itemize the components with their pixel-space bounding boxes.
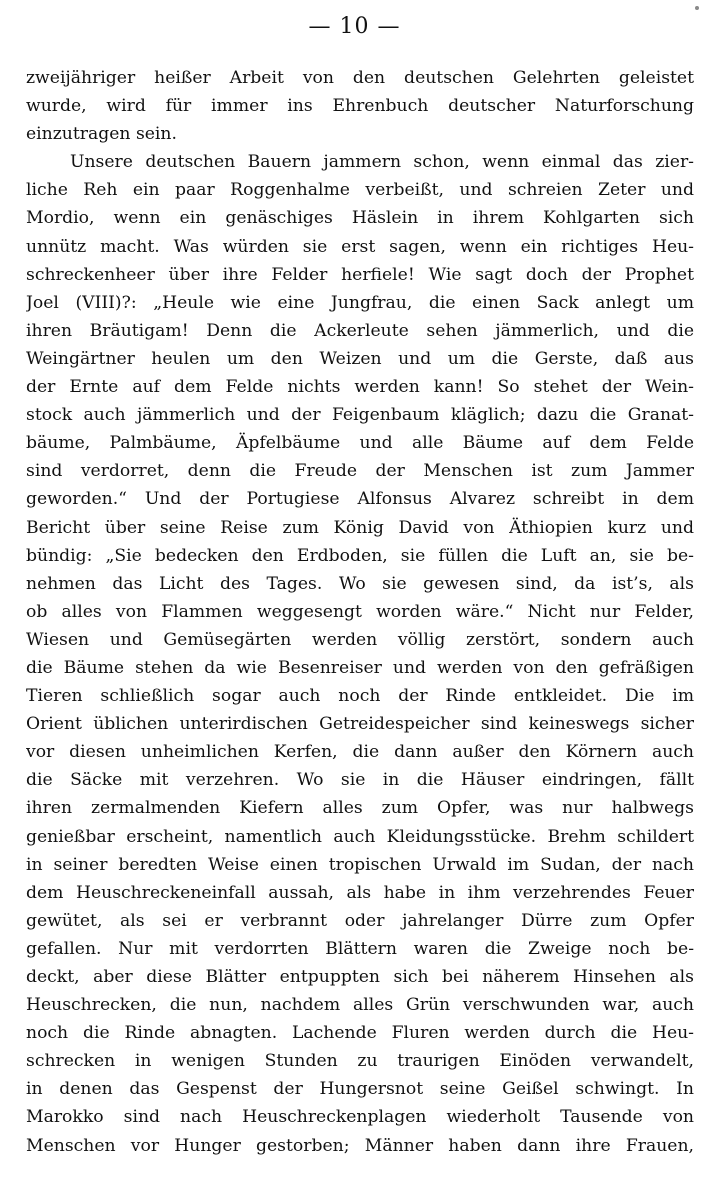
text-line: Heuschrecken, die nun, nachdem alles Grün verschwunden war, auch	[26, 995, 694, 1016]
text-line: Weingärtner heulen um den Weizen und um die Gerste, daß aus	[26, 348, 694, 369]
text-line: schrecken in wenigen Stunden zu traurigen Einöden verwandelt,	[26, 1051, 694, 1072]
text-line: nehmen das Licht des Tages. Wo sie gewesen sind, da ist’s, als	[26, 573, 694, 594]
text-line: genießbar erscheint, namentlich auch Kleidungsstücke. Brehm schildert	[26, 826, 694, 847]
text-line: unnütz macht. Was würden sie erst sagen, wenn ein richtiges Heu-	[26, 236, 694, 257]
text-line: gewütet, als sei er verbrannt oder jahrelanger Dürre zum Opfer	[26, 910, 694, 931]
text-line: in denen das Gespenst der Hungersnot seine Geißel schwingt. In	[26, 1079, 694, 1100]
text-line: ihren Bräutigam! Denn die Ackerleute sehen jämmerlich, und die	[26, 320, 694, 341]
text-line: Bericht über seine Reise zum König David von Äthiopien kurz und	[26, 517, 694, 538]
text-line: schreckenheer über ihre Felder herfiele! Wie sagt doch der Prophet	[26, 264, 694, 285]
text-line: bäume, Palmbäume, Äpfelbäume und alle Bäume auf dem Felde	[26, 433, 694, 454]
text-line: Unsere deutschen Bauern jammern schon, wenn einmal das zier-	[70, 152, 694, 173]
text-line: stock auch jämmerlich und der Feigenbaum kläglich; dazu die Granat-	[26, 405, 694, 426]
text-line: in seiner beredten Weise einen tropischen Urwald im Sudan, der nach	[26, 854, 694, 875]
text-line: noch die Rinde abnagten. Lachende Fluren werden durch die Heu-	[26, 1023, 694, 1044]
text-line: einzutragen sein.	[26, 124, 177, 145]
text-line: deckt, aber diese Blätter entpuppten sich bei näherem Hinsehen als	[26, 967, 694, 987]
text-line: zweijähriger heißer Arbeit von den deutschen Gelehrten geleistet	[26, 68, 694, 88]
text-line: die Säcke mit verzehren. Wo sie in die Häuser eindringen, fällt	[26, 770, 694, 791]
text-line: Mordio, wenn ein genäschiges Häslein in ihrem Kohlgarten sich	[26, 208, 694, 229]
text-line: die Bäume stehen da wie Besenreiser und werden von den gefräßigen	[26, 657, 694, 678]
text-line: geworden.“ Und der Portugiese Alfonsus Alvarez schreibt in dem	[26, 489, 694, 510]
text-line: dem Heuschreckeneinfall aussah, als habe in ihm verzehrendes Feuer	[26, 882, 694, 903]
text-line: ihren zermalmenden Kiefern alles zum Opfer, was nur halbwegs	[26, 798, 694, 819]
text-line: vor diesen unheimlichen Kerfen, die dann außer den Körnern auch	[26, 742, 694, 763]
text-line: der Ernte auf dem Felde nichts werden kann! So stehet der Wein-	[26, 377, 694, 398]
text-line: Marokko sind nach Heuschreckenplagen wiederholt Tausende von	[26, 1107, 694, 1128]
text-line: Wiesen und Gemüsegärten werden völlig zerstört, sondern auch	[26, 629, 694, 650]
text-line: wurde, wird für immer ins Ehrenbuch deutscher Naturforschung	[26, 96, 694, 117]
text-line: bündig: „Sie bedecken den Erdboden, sie füllen die Luft an, sie be-	[26, 545, 694, 566]
text-line: Tieren schließlich sogar auch noch der Rinde entkleidet. Die im	[26, 686, 694, 707]
text-line: Menschen vor Hunger gestorben; Männer haben dann ihre Frauen,	[26, 1135, 694, 1156]
text-line: liche Reh ein paar Roggenhalme verbeißt, und schreien Zeter und	[26, 180, 694, 201]
text-line: Joel (VIII)?: „Heule wie eine Jungfrau, die einen Sack anlegt um	[26, 292, 694, 313]
text-line: ob alles von Flammen weggesengt worden wäre.“ Nicht nur Felder,	[26, 601, 694, 622]
text-line: sind verdorret, denn die Freude der Menschen ist zum Jammer	[26, 461, 694, 482]
page-number: — 10 —	[308, 14, 401, 39]
text-line: gefallen. Nur mit verdorrten Blättern waren die Zweige noch be-	[26, 938, 694, 959]
text-line: Orient üblichen unterirdischen Getreidespeicher sind keineswegs sicher	[26, 714, 694, 735]
body-text	[26, 64, 694, 1160]
